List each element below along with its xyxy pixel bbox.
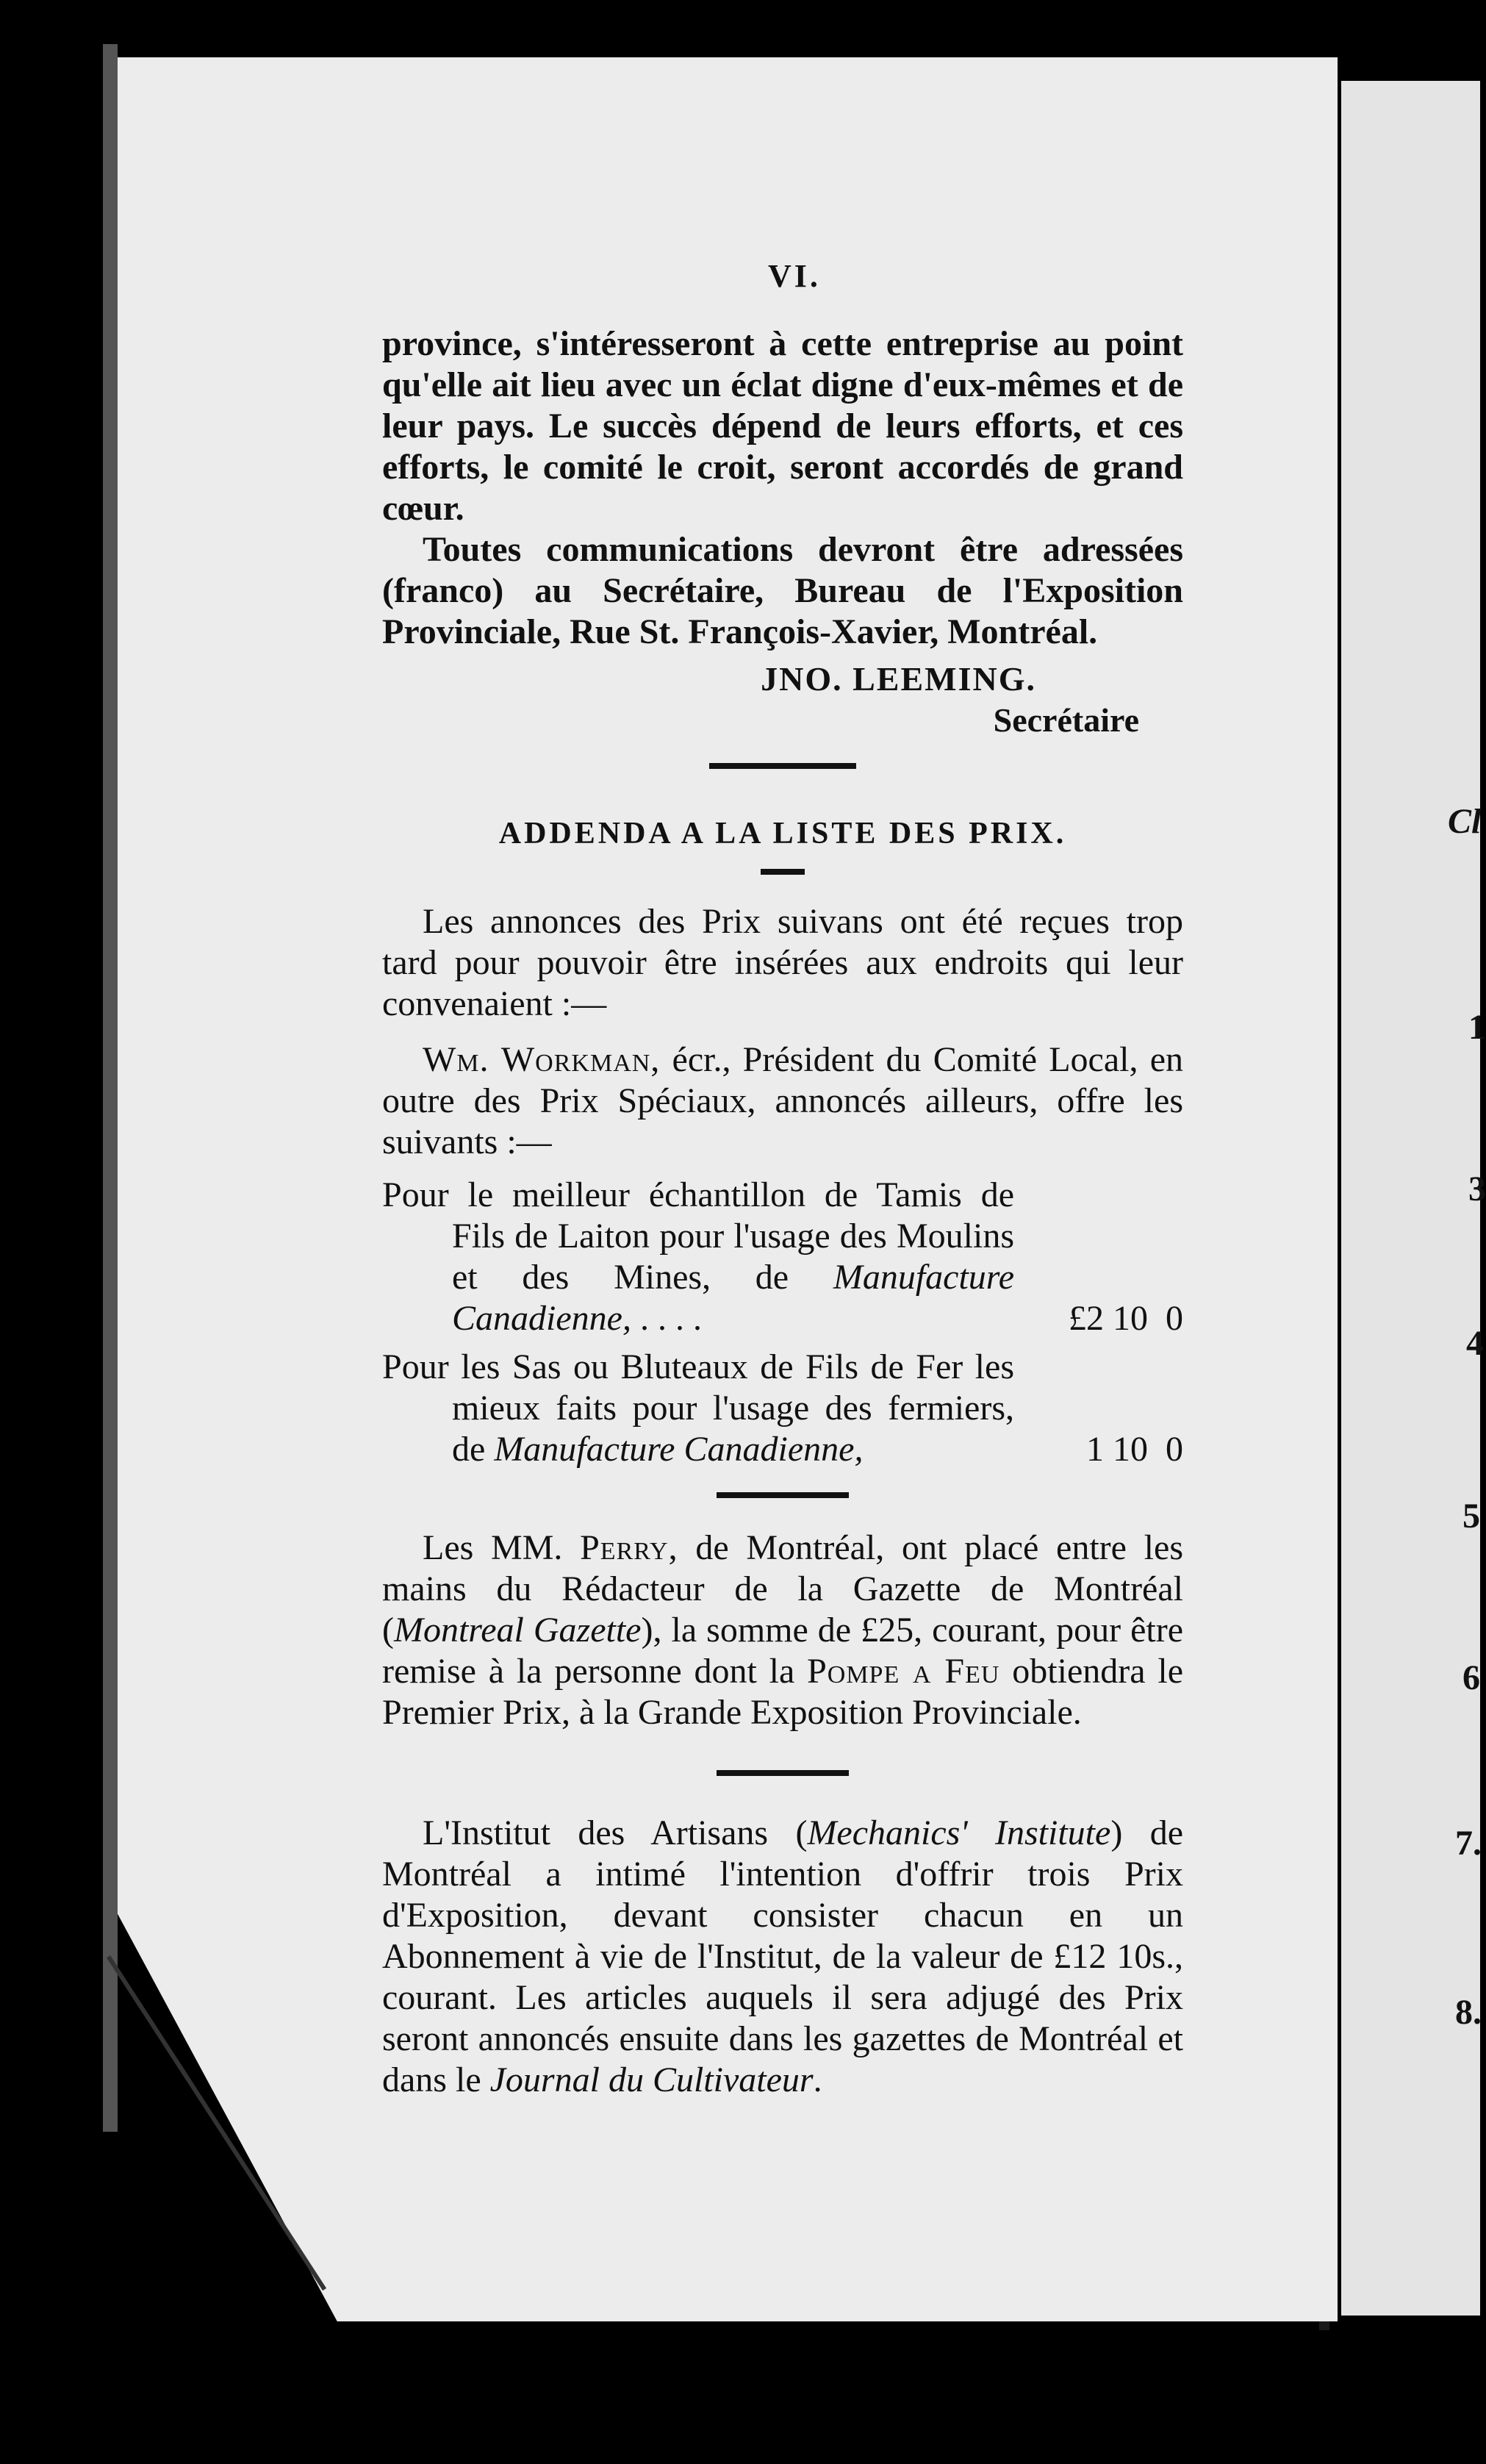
- margin-mark: 1: [1468, 1008, 1486, 1047]
- divider: [717, 1770, 849, 1776]
- text: ) de Montréal a intimé l'intention d'offrir trois Prix d'Exposition, devant consister chacun en un Abonnement à vie de l'Institut, de la valeur de £12 10s., courant. Les articles auquels il sera adjugé des Prix seront annoncés ensuite dans les gazettes de Montréal et dans le: [382, 1813, 1184, 2099]
- text: Les MM.: [423, 1528, 581, 1567]
- text: ), la somme de £25, courant, pour être remise à la personne dont la: [382, 1611, 1183, 1691]
- page-number: VI.: [768, 258, 821, 294]
- paragraph-intro: Les annonces des Prix suivans ont été reçues trop tard pour pouvoir être insérées aux endroits qui leur convenaient :—: [382, 902, 1183, 1023]
- paragraph-province: province, s'intéresseront à cette entreprise au point qu'elle ait lieu avec un éclat digne d'eux-mêmes et de leur pays. Le succès dépend de leurs efforts, et ces efforts, le comité le croit, seront accordés de grand cœur.: [382, 324, 1183, 528]
- margin-mark: 3: [1468, 1170, 1486, 1208]
- margin-mark: 7.: [1455, 1824, 1482, 1863]
- margin-mark: Cl: [1448, 802, 1482, 841]
- prize-description: [382, 1347, 1014, 1470]
- page-content: [382, 243, 1183, 2101]
- prize-dots: . . . .: [631, 1299, 702, 1338]
- prize-italic: Manufacture Canadienne,: [494, 1430, 864, 1469]
- margin-mark: 5: [1462, 1497, 1480, 1536]
- margin-mark: 4: [1466, 1324, 1484, 1363]
- small-caps-text: Pompe a Feu: [807, 1652, 1000, 1691]
- divider: [761, 869, 805, 875]
- text: L'Institut des Artisans (: [423, 1813, 808, 1852]
- italic-text: Mechanics' Institute: [807, 1813, 1111, 1852]
- workman-name: Wm. Workman,: [423, 1040, 661, 1079]
- prize-item: [382, 1347, 1183, 1470]
- prize-description: [382, 1175, 1014, 1339]
- section-heading: ADDENDA A LA LISTE DES PRIX.: [498, 817, 1067, 850]
- divider: [709, 763, 856, 769]
- signature-role: Secrétaire: [993, 701, 1139, 739]
- paragraph-perry: [382, 1528, 1183, 1733]
- perry-name: Perry,: [580, 1528, 678, 1567]
- signature: JNO. LEEMING.: [761, 660, 1036, 698]
- workman-text: écr., Président du Comité Local, en outre des Prix Spéciaux, annoncés ailleurs, offre les suivants :—: [382, 1040, 1184, 1161]
- facing-page: [1341, 81, 1480, 2316]
- italic-text: Montreal Gazette: [393, 1611, 642, 1650]
- prize-italic: Manufacture Canadienne,: [452, 1258, 1014, 1338]
- prize-amount: 1 10 0: [1086, 1430, 1183, 1469]
- text: obtiendra le Premier Prix, à la Grande Exposition Provinciale.: [382, 1652, 1184, 1732]
- paragraph-institut: [382, 1813, 1183, 2101]
- page-shadow: [103, 44, 118, 2132]
- divider: [717, 1492, 849, 1498]
- text: .: [813, 2060, 822, 2099]
- prize-amount: £2 10 0: [1069, 1299, 1183, 1338]
- text: de Montréal, ont placé entre les mains du Rédacteur de la Gazette de Montréal (: [382, 1528, 1183, 1650]
- margin-mark: 6: [1462, 1658, 1480, 1697]
- prize-item: [382, 1175, 1183, 1339]
- prize-text: Pour le meilleur échantillon de Tamis de Fils de Laiton pour l'usage des Moulins et des Mines, de: [382, 1175, 1014, 1297]
- paragraph-communications: Toutes communications devront être adressées (franco) au Secrétaire, Bureau de l'Exposition Provinciale, Rue St. François-Xavier, Montréal.: [382, 530, 1183, 651]
- prize-text: Pour les Sas ou Bluteaux de Fils de Fer les mieux faits pour l'usage des fermiers, de: [382, 1347, 1014, 1469]
- paragraph-workman: [382, 1039, 1183, 1163]
- margin-mark: 8.: [1455, 1993, 1482, 2032]
- italic-text: Journal du Cultivateur: [489, 2060, 814, 2099]
